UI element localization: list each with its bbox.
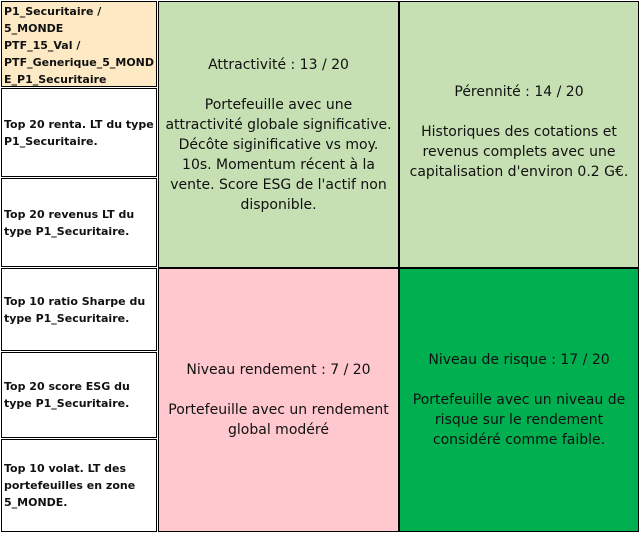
perennite-cell: [399, 1, 639, 268]
attractivite-cell: [158, 1, 399, 268]
criteria-row-sharpe: [1, 268, 157, 351]
criteria-text-renta: Top 20 renta. LT du type P1_Securitaire.: [4, 117, 154, 148]
criteria-text-volat: Top 10 volat. LT des portefeuilles en zone 5_MONDE.: [4, 462, 136, 509]
risque-cell: [399, 268, 639, 532]
criteria-row-volat: [1, 439, 157, 532]
perennite-desc: Historiques des cotations et revenus complets avec une capitalisation d'environ 0.2 G€.: [409, 124, 629, 180]
criteria-row-renta: [1, 88, 157, 177]
risque-desc: Portefeuille avec un niveau de risque sur le rendement considéré comme faible.: [412, 392, 626, 448]
perennite-title: Pérennité : 14 / 20: [454, 84, 584, 100]
rendement-desc: Portefeuille avec un rendement global modéré: [168, 402, 389, 438]
criteria-text-esg: Top 20 score ESG du type P1_Securitaire.: [4, 380, 130, 410]
criteria-text-sharpe: Top 10 ratio Sharpe du type P1_Securitaire.: [4, 294, 146, 325]
attractivite-desc: Portefeuille avec une attractivité globale significative. Décôte siginificative vs moy. 10s. Momentum récent à la vente. Score ESG de l'actif non disponible.: [165, 96, 392, 213]
criteria-row-revenus: [1, 178, 157, 267]
attractivite-title: Attractivité : 13 / 20: [208, 56, 349, 73]
portfolio-header-text: P1_Securitaire / 5_MONDE PTF_15_Val / PTF_Generique_5_MOND E_P1_Securitaire: [4, 5, 155, 86]
portfolio-header-cell: [1, 1, 157, 87]
criteria-row-esg: [1, 352, 157, 438]
rendement-title: Niveau rendement : 7 / 20: [186, 362, 371, 378]
risque-title: Niveau de risque : 17 / 20: [428, 352, 610, 368]
rendement-cell: [158, 268, 399, 532]
criteria-text-revenus: Top 20 revenus LT du type P1_Securitaire.: [4, 207, 135, 238]
